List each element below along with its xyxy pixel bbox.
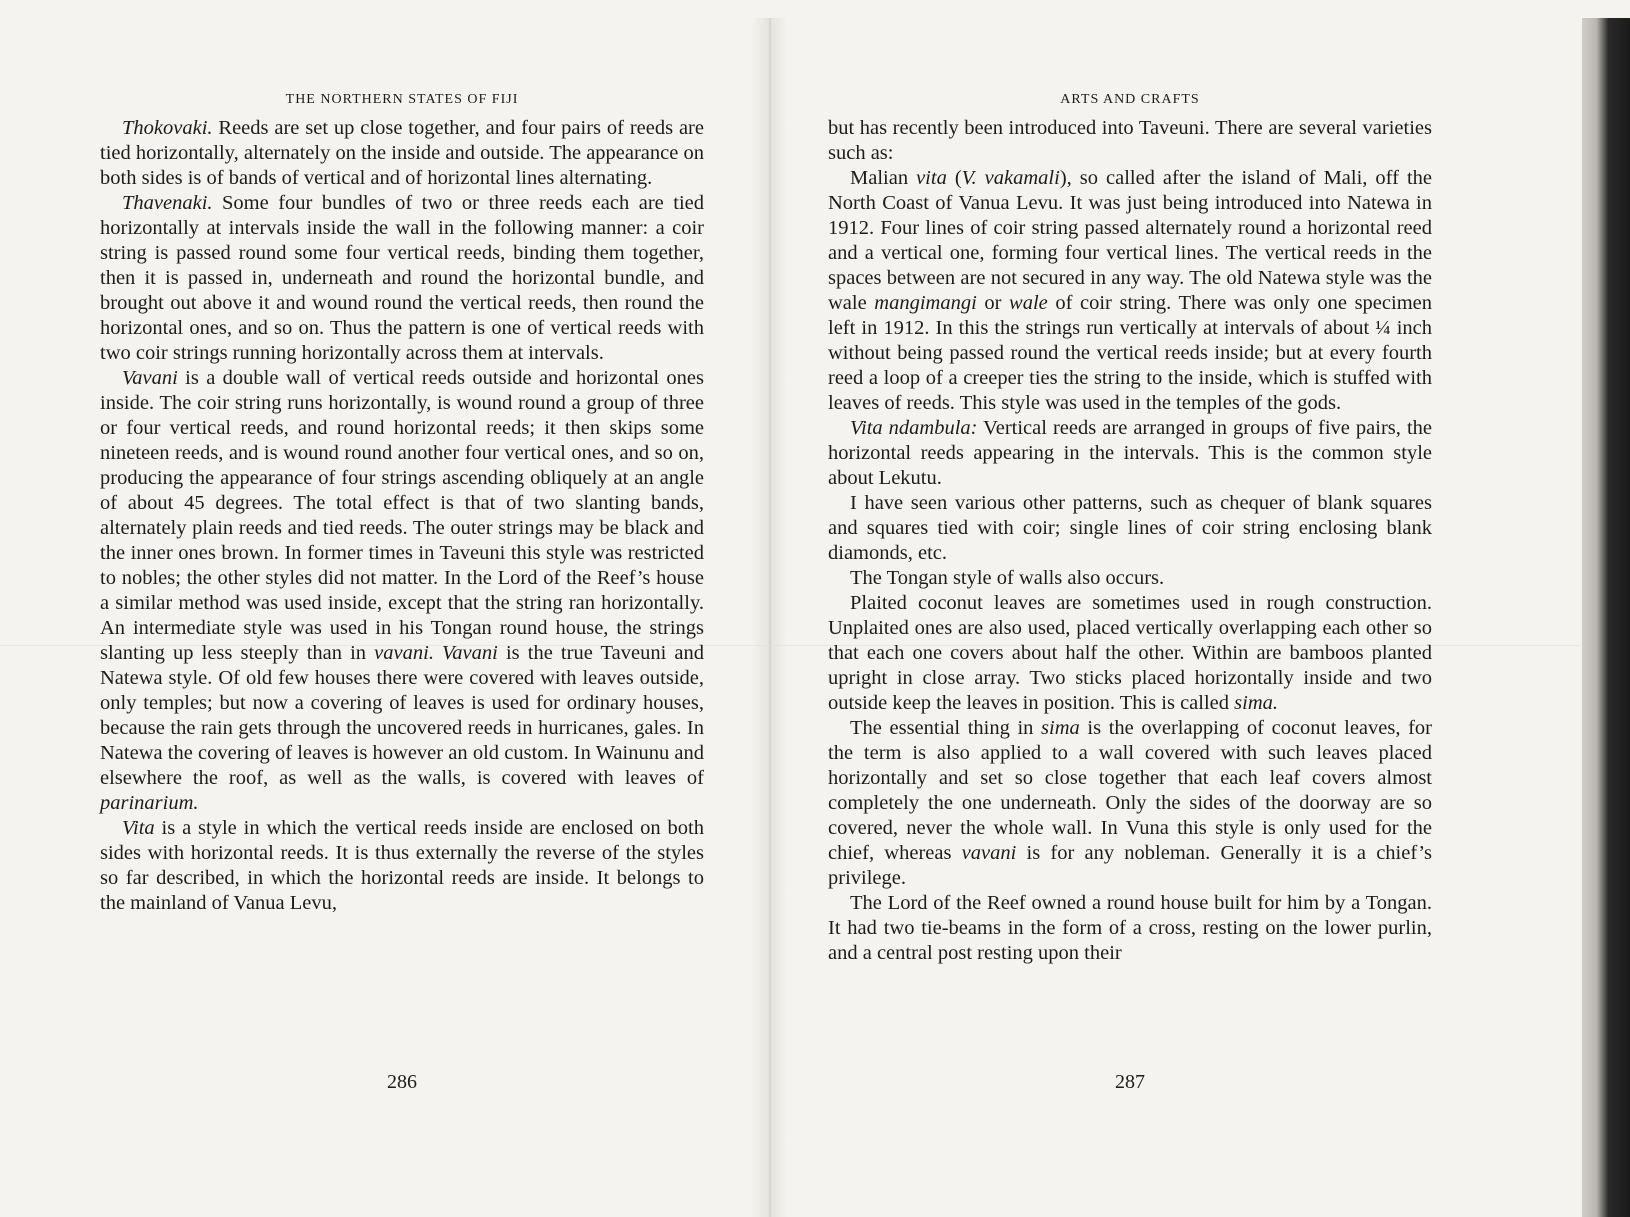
term-vavani: vavani (961, 842, 1017, 864)
paragraph-text: Malian (850, 167, 917, 189)
term-vavani-2: vavani. Vavani (374, 642, 498, 664)
paragraph-text: or (976, 292, 1010, 314)
paragraph-text: Plaited coconut leaves are sometimes used in rough construction. Unplaited ones are also used, placed vertically overlapping each other so that each one covers about half the other. Within are bamboos planted upright in close array. Two sticks placed horizontally inside and two outside keep the leaves in position. This is called (828, 592, 1432, 714)
term-vita: vita (916, 167, 947, 189)
book-gutter (752, 18, 788, 1217)
paragraph-text: The essential thing in (850, 717, 1042, 739)
term-vakamali: V. vakamali (961, 167, 1060, 189)
paragraph-vavani (100, 366, 704, 816)
paragraph-plaited-leaves (828, 591, 1432, 716)
paragraph-other-patterns: I have seen various other patterns, such as chequer of blank squares and squares tied with coir; single lines of coir string enclosing blank diamonds, etc. (828, 492, 1432, 564)
running-head-right: ARTS AND CRAFTS (1060, 92, 1200, 107)
paragraph-text: is the true Taveuni and Natewa style. Of old few houses there were covered with leaves outside, only temples; but now a covering of leaves is used for ordinary houses, because the rain gets through the uncovered reeds in hurricanes, gales. In Natewa the covering of leaves is however an old custom. In Wainunu and elsewhere the roof, as well as the walls, is covered with leaves of (100, 642, 704, 789)
paragraph-vita-ndambula (828, 416, 1432, 491)
term-parinarium: parinarium. (100, 792, 199, 814)
paragraph-text: is a double wall of vertical reeds outside and horizontal ones inside. The coir string runs horizontally, is wound round a group of three or four vertical reeds, and round horizontal reeds; it then skips some nineteen reeds, and is wound round another four vertical ones, and so on, producing the appearance of four strings ascending obliquely at an angle of about 45 degrees. The total effect is that of two slanting bands, alternately plain reeds and tied reeds. The outer strings may be black and the inner ones brown. In former times in Taveuni this style was restricted to nobles; the other styles did not matter. In the Lord of the Reef’s house a similar method was used inside, except that the string ran horizontally. An intermediate style was used in his Tongan round house, the strings slanting up less steeply than in (100, 367, 704, 664)
term-vita: Vita (122, 817, 155, 839)
term-wale: wale (1009, 292, 1048, 314)
paragraph-vita (100, 816, 704, 916)
running-head-left: THE NORTHERN STATES OF FIJI (285, 92, 519, 107)
paragraph-text: is the overlapping of coconut leaves, for the term is also applied to a wall covered with such leaves placed horizontally and set so close together that each leaf covers almost completely the one underneath. Only the sides of the doorway are so covered, never the whole wall. In Vuna this style is only used for the chief, whereas (828, 717, 1432, 864)
paragraph-text: is for any nobleman. Generally it is a chief’s privilege. (828, 842, 1432, 889)
paragraph-text: of coir string. There was only one specimen left in 1912. In this the strings run vertically at intervals of about ¼ inch without being passed round the vertical reeds inside; but at every fourth reed a loop of a creeper ties the string to the inside, which is stuffed with leaves of reeds. This style was used in the temples of the gods. (828, 292, 1432, 414)
paragraph-text: Reeds are set up close together, and four pairs of reeds are tied horizontally, alternately on the inside and outside. The appearance on both sides is of bands of vertical and of horizontal lines alternating. (100, 117, 704, 189)
right-page (828, 88, 1432, 1093)
page-edge-shadow (1582, 18, 1630, 1217)
term-vita-ndambula: Vita ndambula: (850, 417, 978, 439)
paragraph-thokovaki (100, 116, 704, 191)
page-number-right: 287 (1115, 1071, 1145, 1093)
paragraph-text: Some four bundles of two or three reeds each are tied horizontally at intervals inside the wall in the following manner: a coir string is passed round some four vertical reeds, binding them together, then it is passed in, underneath and round the horizontal bundle, and brought out above it and wound round the vertical reeds, then round the horizontal ones, and so on. Thus the pattern is one of vertical reeds with two coir strings running horizontally across them at intervals. (100, 192, 704, 364)
paragraph-tongan-style: The Tongan style of walls also occurs. (850, 567, 1165, 589)
term-sima-2: sima (1041, 717, 1080, 739)
paragraph-text: is a style in which the vertical reeds inside are enclosed on both sides with horizontal reeds. It is thus externally the reverse of the styles so far described, in which the horizontal reeds are inside. It belongs to the mainland of Vanua Levu, (100, 817, 704, 914)
paragraph-text: ), so called after the island of Mali, off the North Coast of Vanua Levu. It was just being introduced into Natewa in 1912. Four lines of coir string passed alternately round a horizontal reed and a vertical one, forming four vertical lines. The vertical reeds in the spaces between are not secured in any way. The old Natewa style was the wale (828, 167, 1432, 314)
term-sima: sima. (1234, 692, 1278, 714)
paragraph-malian-vita (828, 166, 1432, 416)
page-number-left: 286 (387, 1071, 417, 1093)
term-mangimangi: mangimangi (874, 292, 977, 314)
term-vavani: Vavani (122, 367, 178, 389)
paragraph-round-house: The Lord of the Reef owned a round house built for him by a Tongan. It had two tie-beams in the form of a cross, resting on the lower purlin, and a central post resting upon their (828, 892, 1432, 964)
paragraph-text: Vertical reeds are arranged in groups of five pairs, the horizontal reeds appearing in the intervals. This is the common style about Lekutu. (828, 417, 1432, 489)
term-thokovaki: Thokovaki. (122, 117, 213, 139)
paragraph-text: ( (946, 167, 962, 189)
paragraph-continuation: but has recently been introduced into Taveuni. There are several varieties such as: (828, 117, 1432, 164)
term-thavenaki: Thavenaki. (122, 192, 213, 214)
paragraph-thavenaki (100, 191, 704, 366)
paragraph-sima (828, 716, 1432, 891)
left-page (100, 88, 704, 1093)
